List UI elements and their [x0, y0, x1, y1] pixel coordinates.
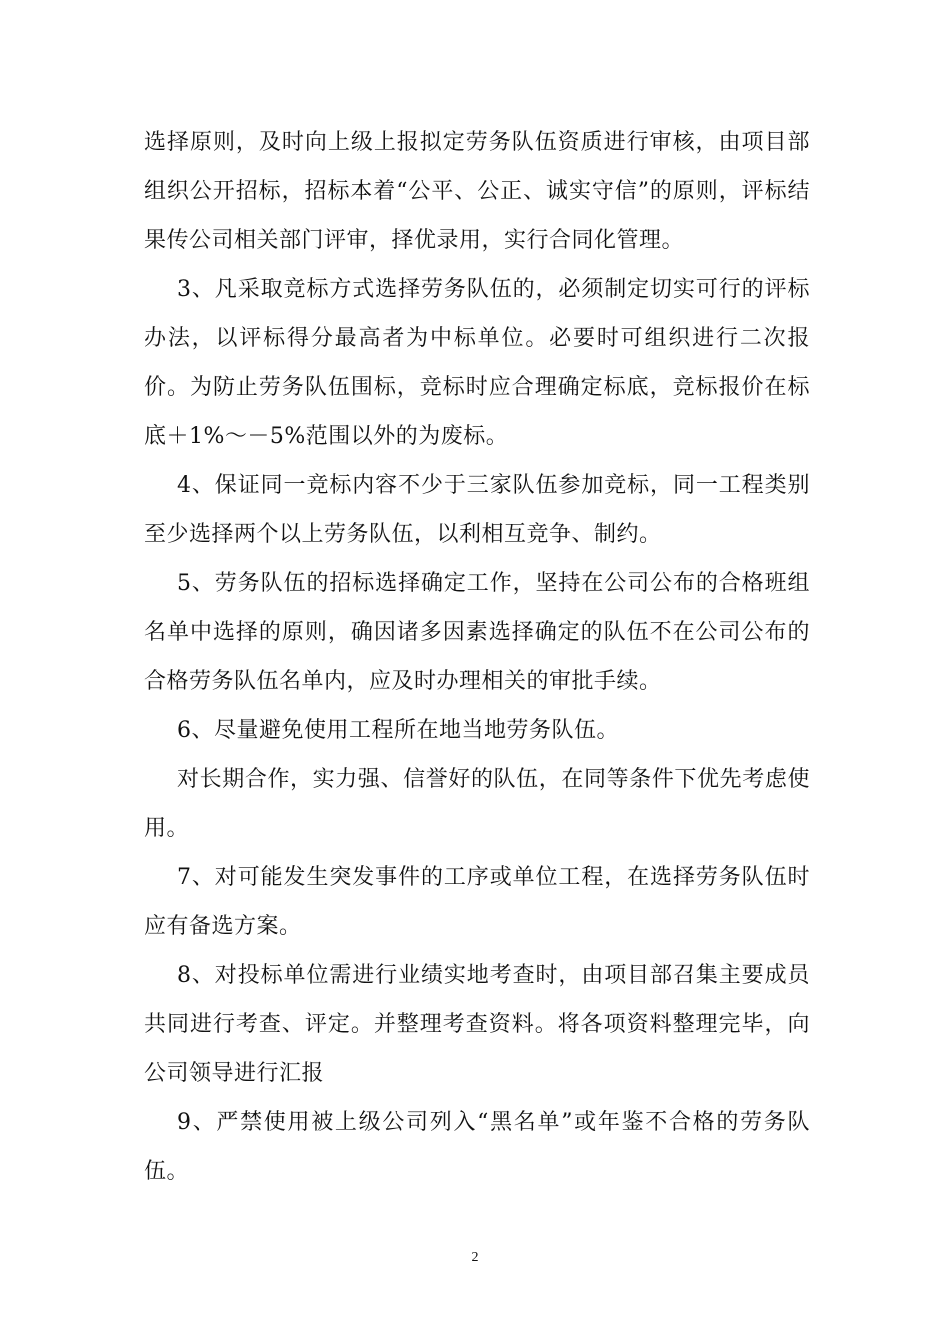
- paragraph-selection-principle: 选择原则，及时向上级上报拟定劳务队伍资质进行审核，由项目部组织公开招标，招标本着“公平、公正、诚实守信”的原则，评标结果传公司相关部门评审，择优录用，实行合同化管理。: [144, 130, 810, 253]
- paragraph-item-6-note: 对长期合作，实力强、信誉好的队伍，在同等条件下优先考虑使用。: [144, 767, 810, 841]
- document-body: [144, 118, 810, 1196]
- paragraph-item-6: 6、尽量避免使用工程所在地当地劳务队伍。: [177, 718, 619, 743]
- paragraph-item-3: 3、凡采取竞标方式选择劳务队伍的，必须制定切实可行的评标办法，以评标得分最高者为中标单位。必要时可组织进行二次报价。为防止劳务队伍围标，竞标时应合理确定标底，竞标报价在标底＋1%～－5%范围以外的为废标。: [144, 277, 810, 449]
- page-number: 2: [471, 1250, 479, 1265]
- paragraph-item-9: 9、严禁使用被上级公司列入“黑名单”或年鉴不合格的劳务队伍。: [144, 1110, 810, 1184]
- paragraph-item-4: 4、保证同一竞标内容不少于三家队伍参加竞标，同一工程类别至少选择两个以上劳务队伍，以利相互竞争、制约。: [144, 473, 810, 547]
- paragraph-item-8: 8、对投标单位需进行业绩实地考查时，由项目部召集主要成员共同进行考查、评定。并整理考查资料。将各项资料整理完毕，向公司领导进行汇报: [144, 963, 810, 1086]
- paragraph-item-5: 5、劳务队伍的招标选择确定工作，坚持在公司公布的合格班组名单中选择的原则，确因诸多因素选择确定的队伍不在公司公布的合格劳务队伍名单内，应及时办理相关的审批手续。: [144, 571, 810, 694]
- paragraph-item-7: 7、对可能发生突发事件的工序或单位工程，在选择劳务队伍时应有备选方案。: [144, 865, 810, 939]
